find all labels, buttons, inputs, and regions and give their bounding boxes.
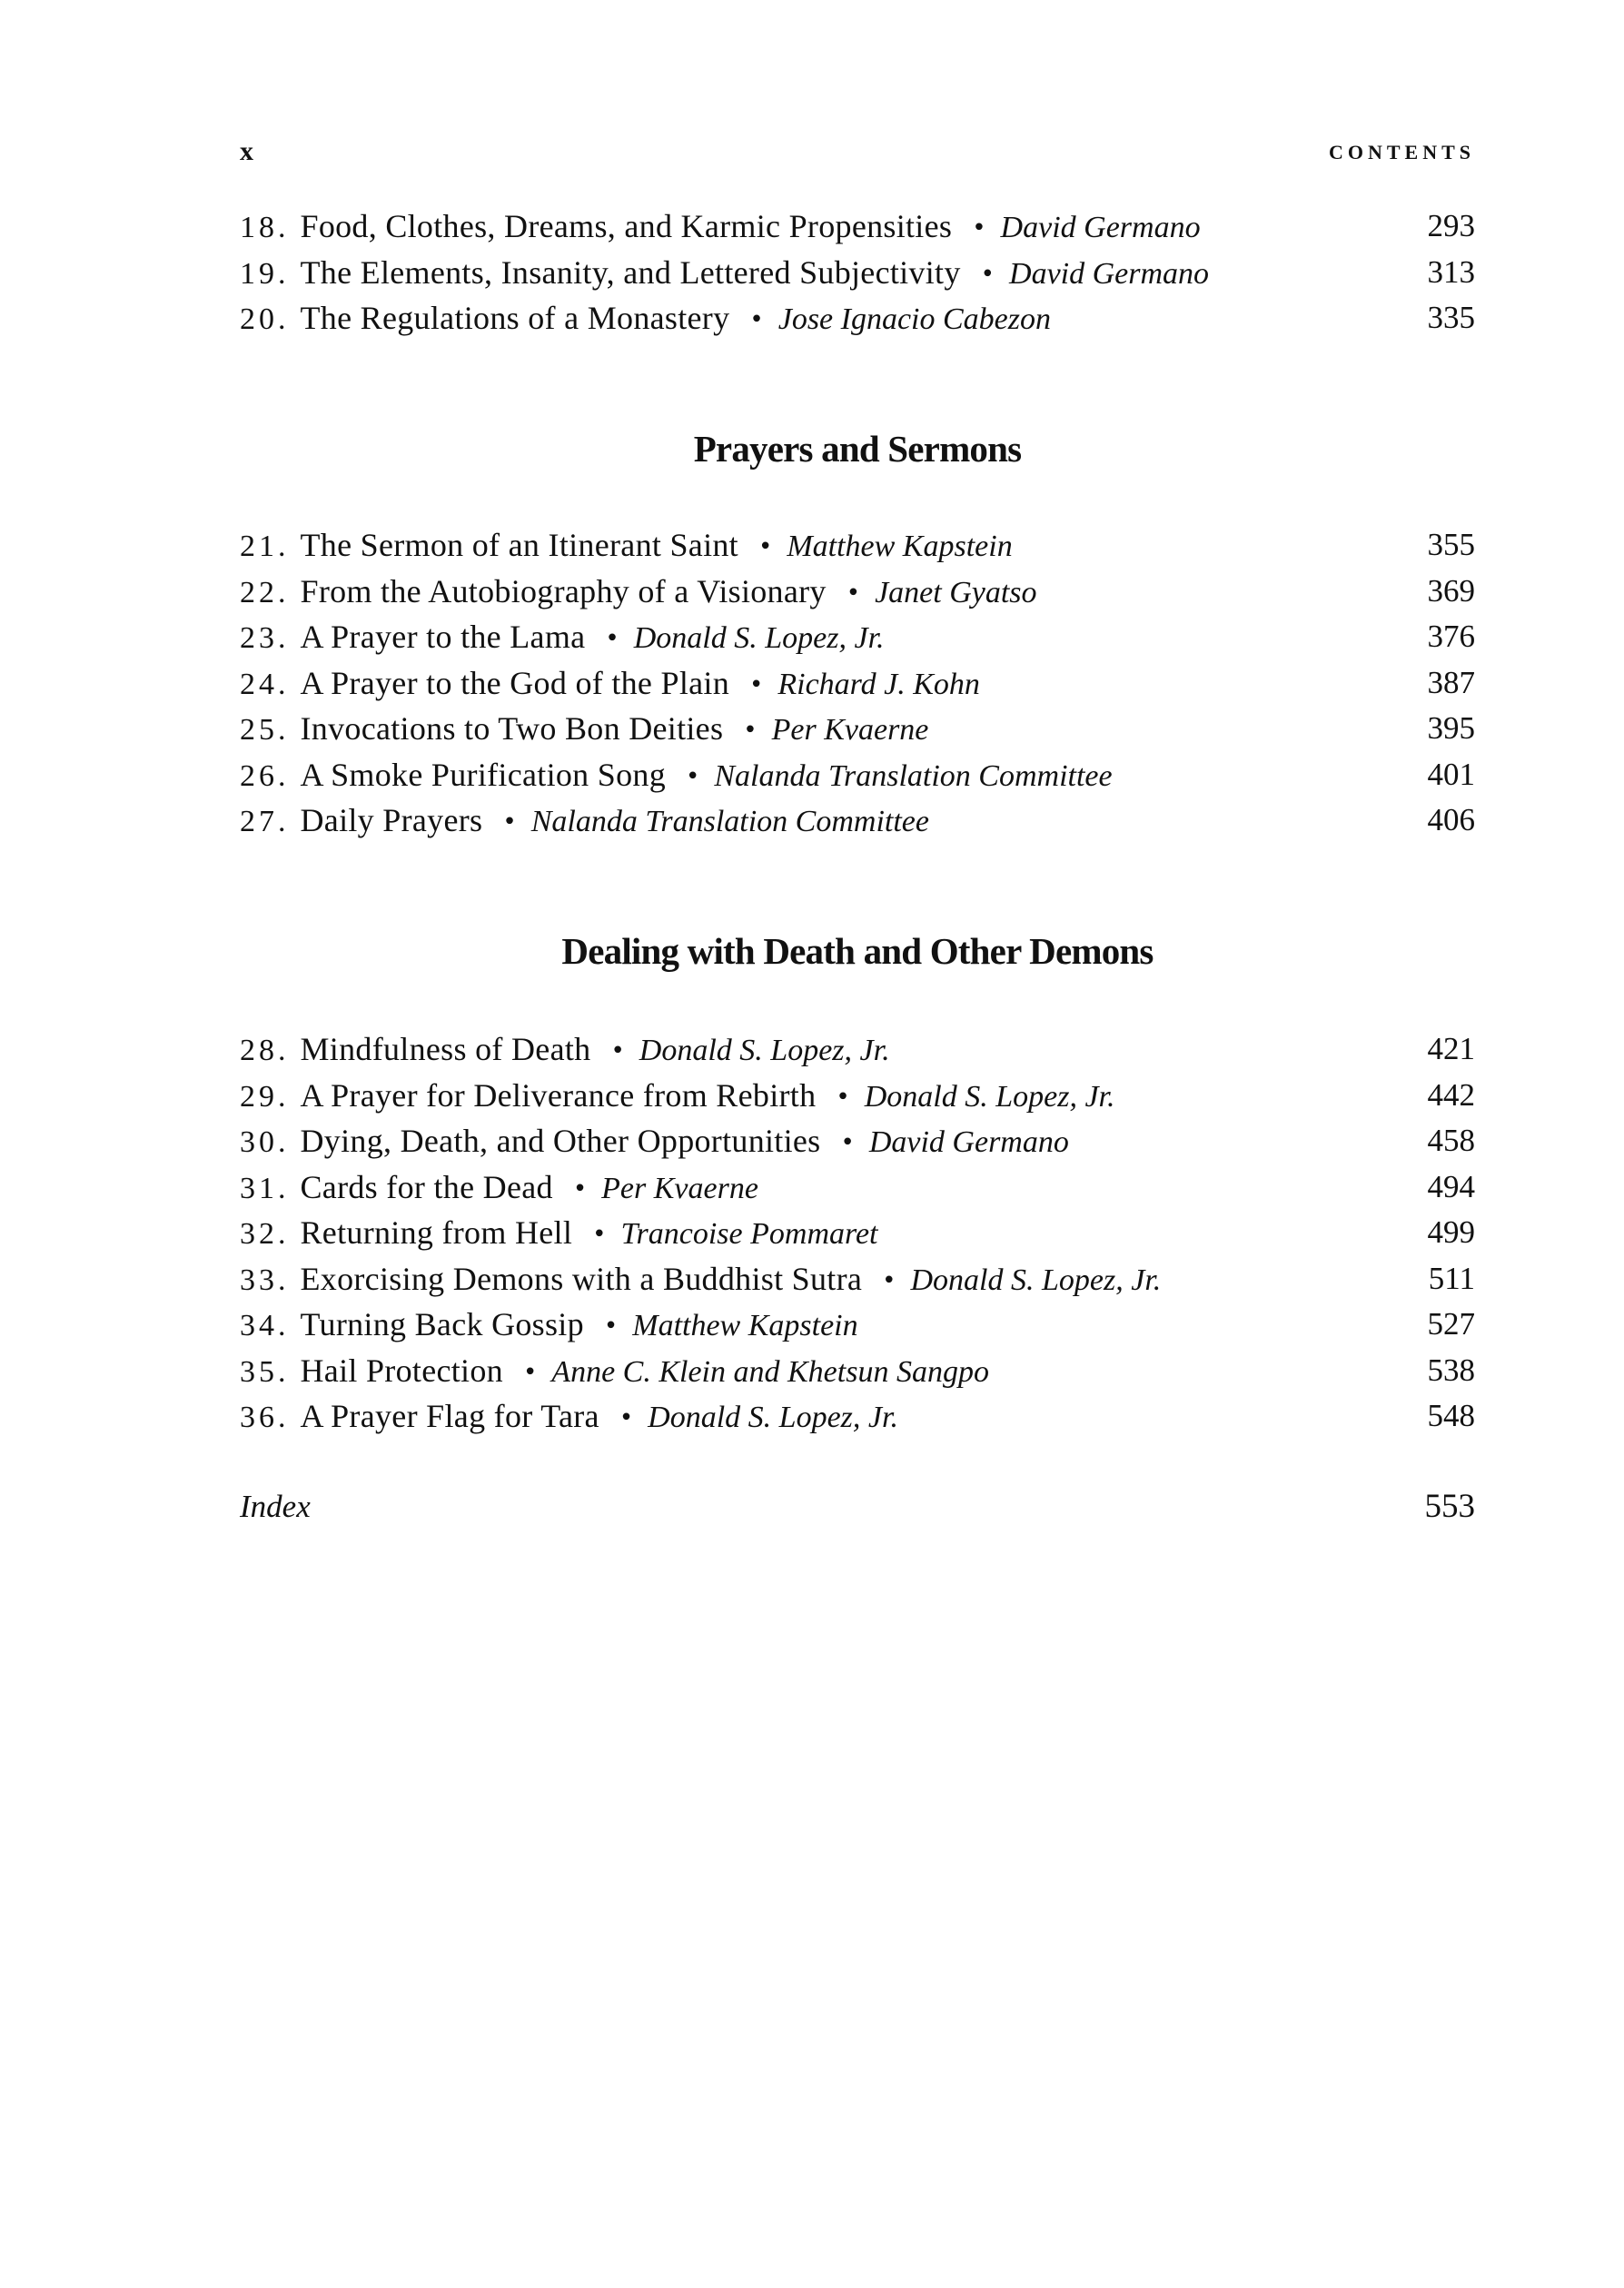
toc-entry[interactable] — [240, 295, 1475, 342]
toc-entry[interactable] — [240, 797, 1475, 844]
entry-author: Donald S. Lopez, Jr. — [910, 1263, 1162, 1297]
entry-author: Janet Gyatso — [875, 575, 1037, 609]
entry-number: 27. — [240, 805, 290, 838]
toc-entry[interactable] — [240, 1393, 1475, 1440]
entry-number: 20. — [240, 302, 290, 336]
entry-author: Donald S. Lopez, Jr. — [633, 621, 885, 655]
entry-page: 442 — [1427, 1076, 1475, 1113]
entry-number: 19. — [240, 256, 290, 291]
entry-author: David Germano — [1000, 211, 1201, 244]
entry-author: Nalanda Translation Committee — [530, 805, 929, 838]
entry-number: 22. — [240, 575, 290, 609]
bullet-separator: • — [749, 670, 764, 698]
entry-page: 458 — [1427, 1123, 1475, 1158]
entry-title: Dying, Death, and Other Opportunities — [300, 1123, 821, 1159]
toc-index-entry[interactable] — [240, 1484, 1475, 1530]
entry-title: Daily Prayers — [300, 802, 483, 838]
bullet-separator: • — [972, 214, 986, 242]
entry-number: 25. — [240, 713, 290, 747]
entry-title: Hail Protection — [300, 1352, 503, 1389]
entry-title: Returning from Hell — [300, 1214, 573, 1251]
entry-title: A Prayer for Deliverance from Rebirth — [300, 1076, 817, 1114]
toc-entry[interactable] — [240, 1302, 1475, 1348]
entry-page: 395 — [1427, 710, 1475, 746]
entry-page: 494 — [1427, 1168, 1475, 1204]
entry-number: 32. — [240, 1217, 290, 1251]
entry-page: 293 — [1427, 208, 1475, 243]
entry-author: David Germano — [868, 1125, 1069, 1159]
toc-entry[interactable] — [240, 1118, 1475, 1164]
entry-author: David Germano — [1009, 256, 1210, 291]
bullet-separator: • — [846, 579, 861, 607]
entry-number: 34. — [240, 1309, 290, 1342]
toc-group-1 — [240, 203, 1475, 342]
bullet-separator: • — [980, 260, 995, 288]
toc-entry[interactable] — [240, 569, 1475, 615]
entry-number: 30. — [240, 1125, 290, 1159]
entry-page: 548 — [1427, 1398, 1475, 1433]
bullet-separator: • — [603, 1312, 619, 1340]
entry-page: 511 — [1428, 1260, 1475, 1296]
entry-number: 36. — [240, 1401, 290, 1434]
bullet-separator: • — [749, 306, 764, 333]
entry-title: A Prayer to the Lama — [300, 619, 586, 655]
entry-author: Richard J. Kohn — [777, 667, 980, 701]
toc-entry[interactable] — [240, 522, 1475, 569]
entry-number: 28. — [240, 1034, 290, 1067]
entry-title: A Prayer to the God of the Plain — [300, 664, 730, 701]
index-page: 553 — [1424, 1488, 1475, 1525]
entry-page: 376 — [1427, 619, 1475, 654]
bullet-separator: • — [502, 808, 517, 836]
toc-entry[interactable] — [240, 614, 1475, 660]
entry-title: Turning Back Gossip — [300, 1306, 584, 1342]
entry-author: Per Kvaerne — [771, 713, 929, 747]
bullet-separator: • — [836, 1083, 850, 1111]
entry-author: Nalanda Translation Committee — [714, 758, 1113, 793]
bullet-separator: • — [610, 1037, 625, 1065]
entry-author: Matthew Kapstein — [632, 1309, 858, 1342]
toc-entry[interactable] — [240, 1073, 1475, 1119]
toc-group-2 — [240, 522, 1475, 844]
entry-title: Food, Clothes, Dreams, and Karmic Propensities — [300, 208, 953, 244]
toc-entry[interactable] — [240, 752, 1475, 798]
entry-page: 355 — [1427, 527, 1475, 562]
toc-entry[interactable] — [240, 250, 1475, 296]
entry-page: 527 — [1427, 1306, 1475, 1342]
entry-page: 313 — [1427, 253, 1475, 290]
entry-author: Per Kvaerne — [601, 1171, 758, 1205]
entry-title: Invocations to Two Bon Deities — [300, 710, 724, 747]
bullet-separator: • — [882, 1266, 896, 1294]
entry-page: 369 — [1427, 572, 1475, 609]
entry-title: From the Autobiography of a Visionary — [300, 572, 827, 609]
entry-author: Jose Ignacio Cabezon — [777, 302, 1052, 336]
entry-page: 401 — [1427, 756, 1475, 792]
bullet-separator: • — [592, 1221, 607, 1248]
entry-number: 33. — [240, 1263, 290, 1297]
bullet-separator: • — [572, 1174, 588, 1203]
entry-author: Matthew Kapstein — [787, 530, 1013, 563]
entry-author: Donald S. Lopez, Jr. — [639, 1034, 890, 1067]
entry-page: 538 — [1427, 1352, 1475, 1388]
folio-number: x — [240, 136, 254, 166]
entry-author: Trancoise Pommaret — [620, 1217, 878, 1251]
bullet-separator: • — [522, 1358, 538, 1386]
toc-entry[interactable] — [240, 706, 1475, 752]
entry-author: Donald S. Lopez, Jr. — [864, 1079, 1115, 1114]
bullet-separator: • — [605, 625, 619, 652]
entry-author: Donald S. Lopez, Jr. — [648, 1401, 898, 1434]
running-head: CONTENTS — [1328, 141, 1475, 163]
section-heading-prayers: Prayers and Sermons — [693, 428, 1022, 470]
entry-number: 24. — [240, 667, 290, 701]
entry-number: 21. — [240, 530, 290, 563]
toc-group-3 — [240, 1026, 1475, 1440]
entry-title: The Regulations of a Monastery — [300, 300, 730, 336]
toc-entry[interactable] — [240, 1026, 1475, 1073]
entry-author: Anne C. Klein and Khetsun Sangpo — [551, 1354, 989, 1389]
entry-title: Mindfulness of Death — [300, 1031, 591, 1067]
bullet-separator: • — [758, 533, 773, 560]
entry-title: The Elements, Insanity, and Lettered Subjectivity — [300, 253, 961, 291]
page-header — [240, 136, 1475, 182]
entry-number: 23. — [240, 621, 290, 655]
entry-number: 35. — [240, 1354, 290, 1389]
entry-number: 31. — [240, 1171, 290, 1205]
entry-title: The Sermon of an Itinerant Saint — [300, 527, 738, 563]
entry-title: A Smoke Purification Song — [300, 756, 666, 793]
entry-number: 18. — [240, 211, 290, 244]
entry-page: 421 — [1427, 1031, 1475, 1066]
toc-entry[interactable] — [240, 1210, 1475, 1256]
entry-number: 29. — [240, 1079, 290, 1114]
toc-entry[interactable] — [240, 1256, 1475, 1302]
toc-entry[interactable] — [240, 203, 1475, 250]
entry-page: 406 — [1427, 802, 1475, 837]
entry-title: A Prayer Flag for Tara — [300, 1398, 599, 1434]
entry-page: 499 — [1427, 1214, 1475, 1250]
bullet-separator: • — [743, 717, 758, 744]
entry-page: 335 — [1427, 300, 1475, 335]
bullet-separator: • — [840, 1129, 855, 1156]
entry-title: Cards for the Dead — [300, 1168, 553, 1205]
bullet-separator: • — [686, 762, 700, 790]
bullet-separator: • — [619, 1404, 634, 1431]
toc-entry[interactable] — [240, 1348, 1475, 1394]
index-label: Index — [240, 1489, 311, 1524]
toc-entry[interactable] — [240, 660, 1475, 707]
section-heading-death: Dealing with Death and Other Demons — [561, 930, 1154, 972]
entry-title: Exorcising Demons with a Buddhist Sutra — [300, 1260, 863, 1297]
entry-page: 387 — [1427, 664, 1475, 700]
entry-number: 26. — [240, 758, 290, 793]
toc-entry[interactable] — [240, 1164, 1475, 1211]
